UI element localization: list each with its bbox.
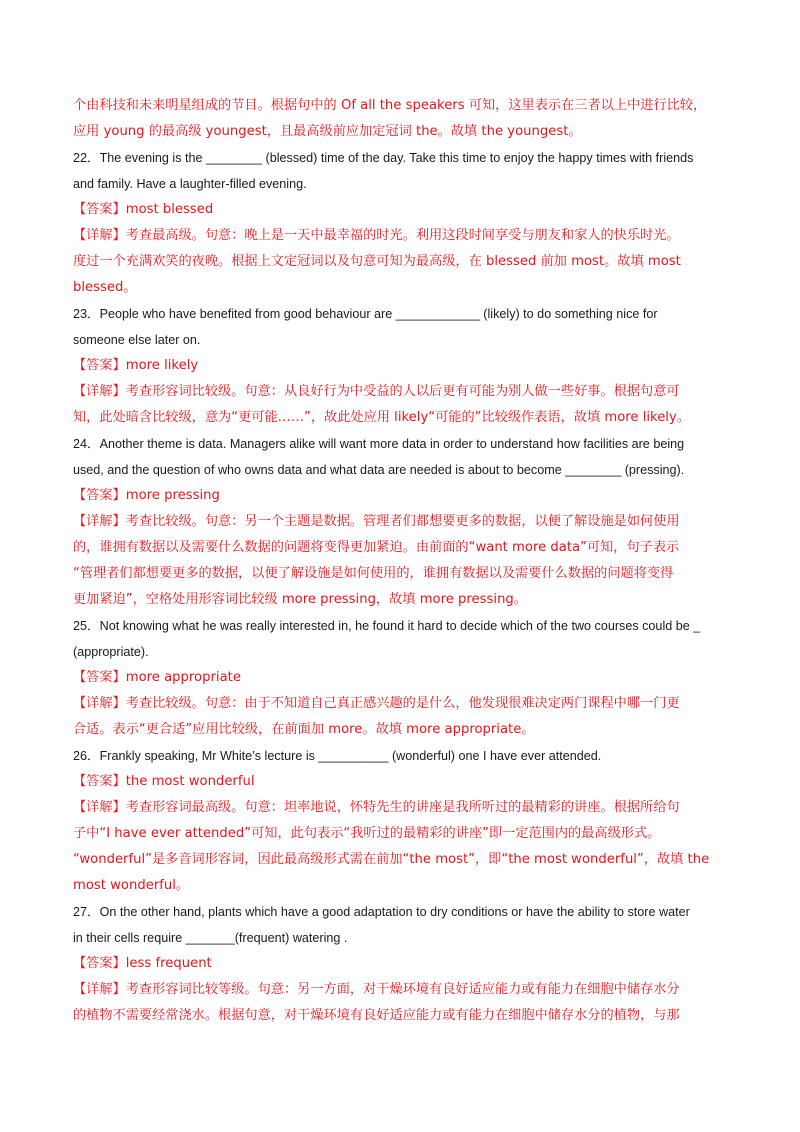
explanation-line: 的植物不需要经常浇水。根据句意，对干燥环境有良好适应能力或有能力在细胞中储存水分的植物，与那 — [73, 1008, 680, 1023]
question-line: 25．Not knowing what he was really interested in, he found it hard to decide which of the two courses could be _ — [73, 619, 701, 633]
answer-line: 【答案】less frequent — [73, 956, 212, 971]
answer-line: 【答案】more likely — [73, 358, 199, 373]
explanation-line: 的，谁拥有数据以及需要什么数据的问题将变得更加紧迫。由前面的“want more data”可知，句子表示 — [73, 540, 680, 555]
explanation-line: 【详解】考查最高级。句意：晚上是一天中最幸福的时光。利用这段时间享受与朋友和家人的快乐时光。 — [73, 228, 680, 243]
explanation-line: 应用 young 的最高级 youngest，且最高级前应加定冠词 the。故填 the youngest。 — [73, 124, 582, 139]
explanation-line: 合适。表示“更合适”应用比较级，在前面加 more。故填 more appropriate。 — [73, 722, 535, 737]
question-line: used, and the question of who owns data and what data are needed is about to become ________ (pressing). — [73, 463, 685, 477]
explanation-line: most wonderful。 — [73, 878, 190, 893]
answer-line: 【答案】more appropriate — [73, 670, 241, 685]
question-line: 23．People who have benefited from good behaviour are ____________ (likely) to do something nice for — [73, 307, 658, 321]
explanation-line: 【详解】考查形容词最高级。句意：坦率地说，怀特先生的讲座是我所听过的最精彩的讲座。根据所给句 — [73, 800, 680, 815]
answer-line: 【答案】more pressing — [73, 488, 220, 503]
answer-line: 【答案】the most wonderful — [73, 774, 255, 789]
explanation-line: 个由科技和未来明星组成的节目。根据句中的 Of all the speakers 可知，这里表示在三者以上中进行比较， — [73, 98, 707, 113]
answer-line: 【答案】most blessed — [73, 202, 214, 217]
explanation-line: 【详解】考查形容词比较等级。句意：另一方面，对干燥环境有良好适应能力或有能力在细胞中储存水分 — [73, 982, 680, 997]
explanation-line: 【详解】考查比较级。句意：另一个主题是数据。管理者们都想要更多的数据，以便了解设施是如何使用 — [73, 514, 680, 529]
explanation-line: 【详解】考查形容词比较级。句意：从良好行为中受益的人以后更有可能为别人做一些好事。根据句意可 — [73, 384, 680, 399]
question-line: 22．The evening is the ________ (blessed) time of the day. Take this time to enjoy the happy times with friends — [73, 151, 694, 165]
question-line: 27．On the other hand, plants which have a good adaptation to dry conditions or have the ability to store water — [73, 905, 690, 919]
explanation-line: “wonderful”是多音词形容词，因此最高级形式需在前加“the most”，即“the most wonderful”，故填 the — [73, 852, 710, 867]
question-line: in their cells require _______(frequent) watering . — [73, 931, 348, 945]
explanation-line: 知，此处暗含比较级，意为“更可能……”，故此处应用 likely“可能的”比较级作表语，故填 more likely。 — [73, 410, 690, 425]
question-line: 24．Another theme is data. Managers alike will want more data in order to understand how facilities are being — [73, 437, 685, 451]
explanation-line: blessed。 — [73, 280, 137, 295]
explanation-line: 度过一个充满欢笑的夜晚。根据上文定冠词以及句意可知为最高级，在 blessed 前加 most。故填 most — [73, 254, 681, 269]
question-line: (appropriate). — [73, 645, 149, 659]
explanation-line: 【详解】考查比较级。句意：由于不知道自己真正感兴趣的是什么，他发现很难决定两门课程中哪一门更 — [73, 696, 680, 711]
question-line: and family. Have a laughter-filled evening. — [73, 177, 307, 191]
question-line: 26．Frankly speaking, Mr White’s lecture is __________ (wonderful) one I have ever attended. — [73, 749, 602, 763]
question-line: someone else later on. — [73, 333, 201, 347]
explanation-line: 子中“I have ever attended”可知，此句表示“我听过的最精彩的讲座”即一定范围内的最高级形式。 — [73, 826, 661, 841]
explanation-line: “管理者们都想要更多的数据，以便了解设施是如何使用的，谁拥有数据以及需要什么数据的问题将变得 — [73, 566, 674, 581]
explanation-line: 更加紧迫”，空格处用形容词比较级 more pressing，故填 more pressing。 — [73, 592, 527, 607]
